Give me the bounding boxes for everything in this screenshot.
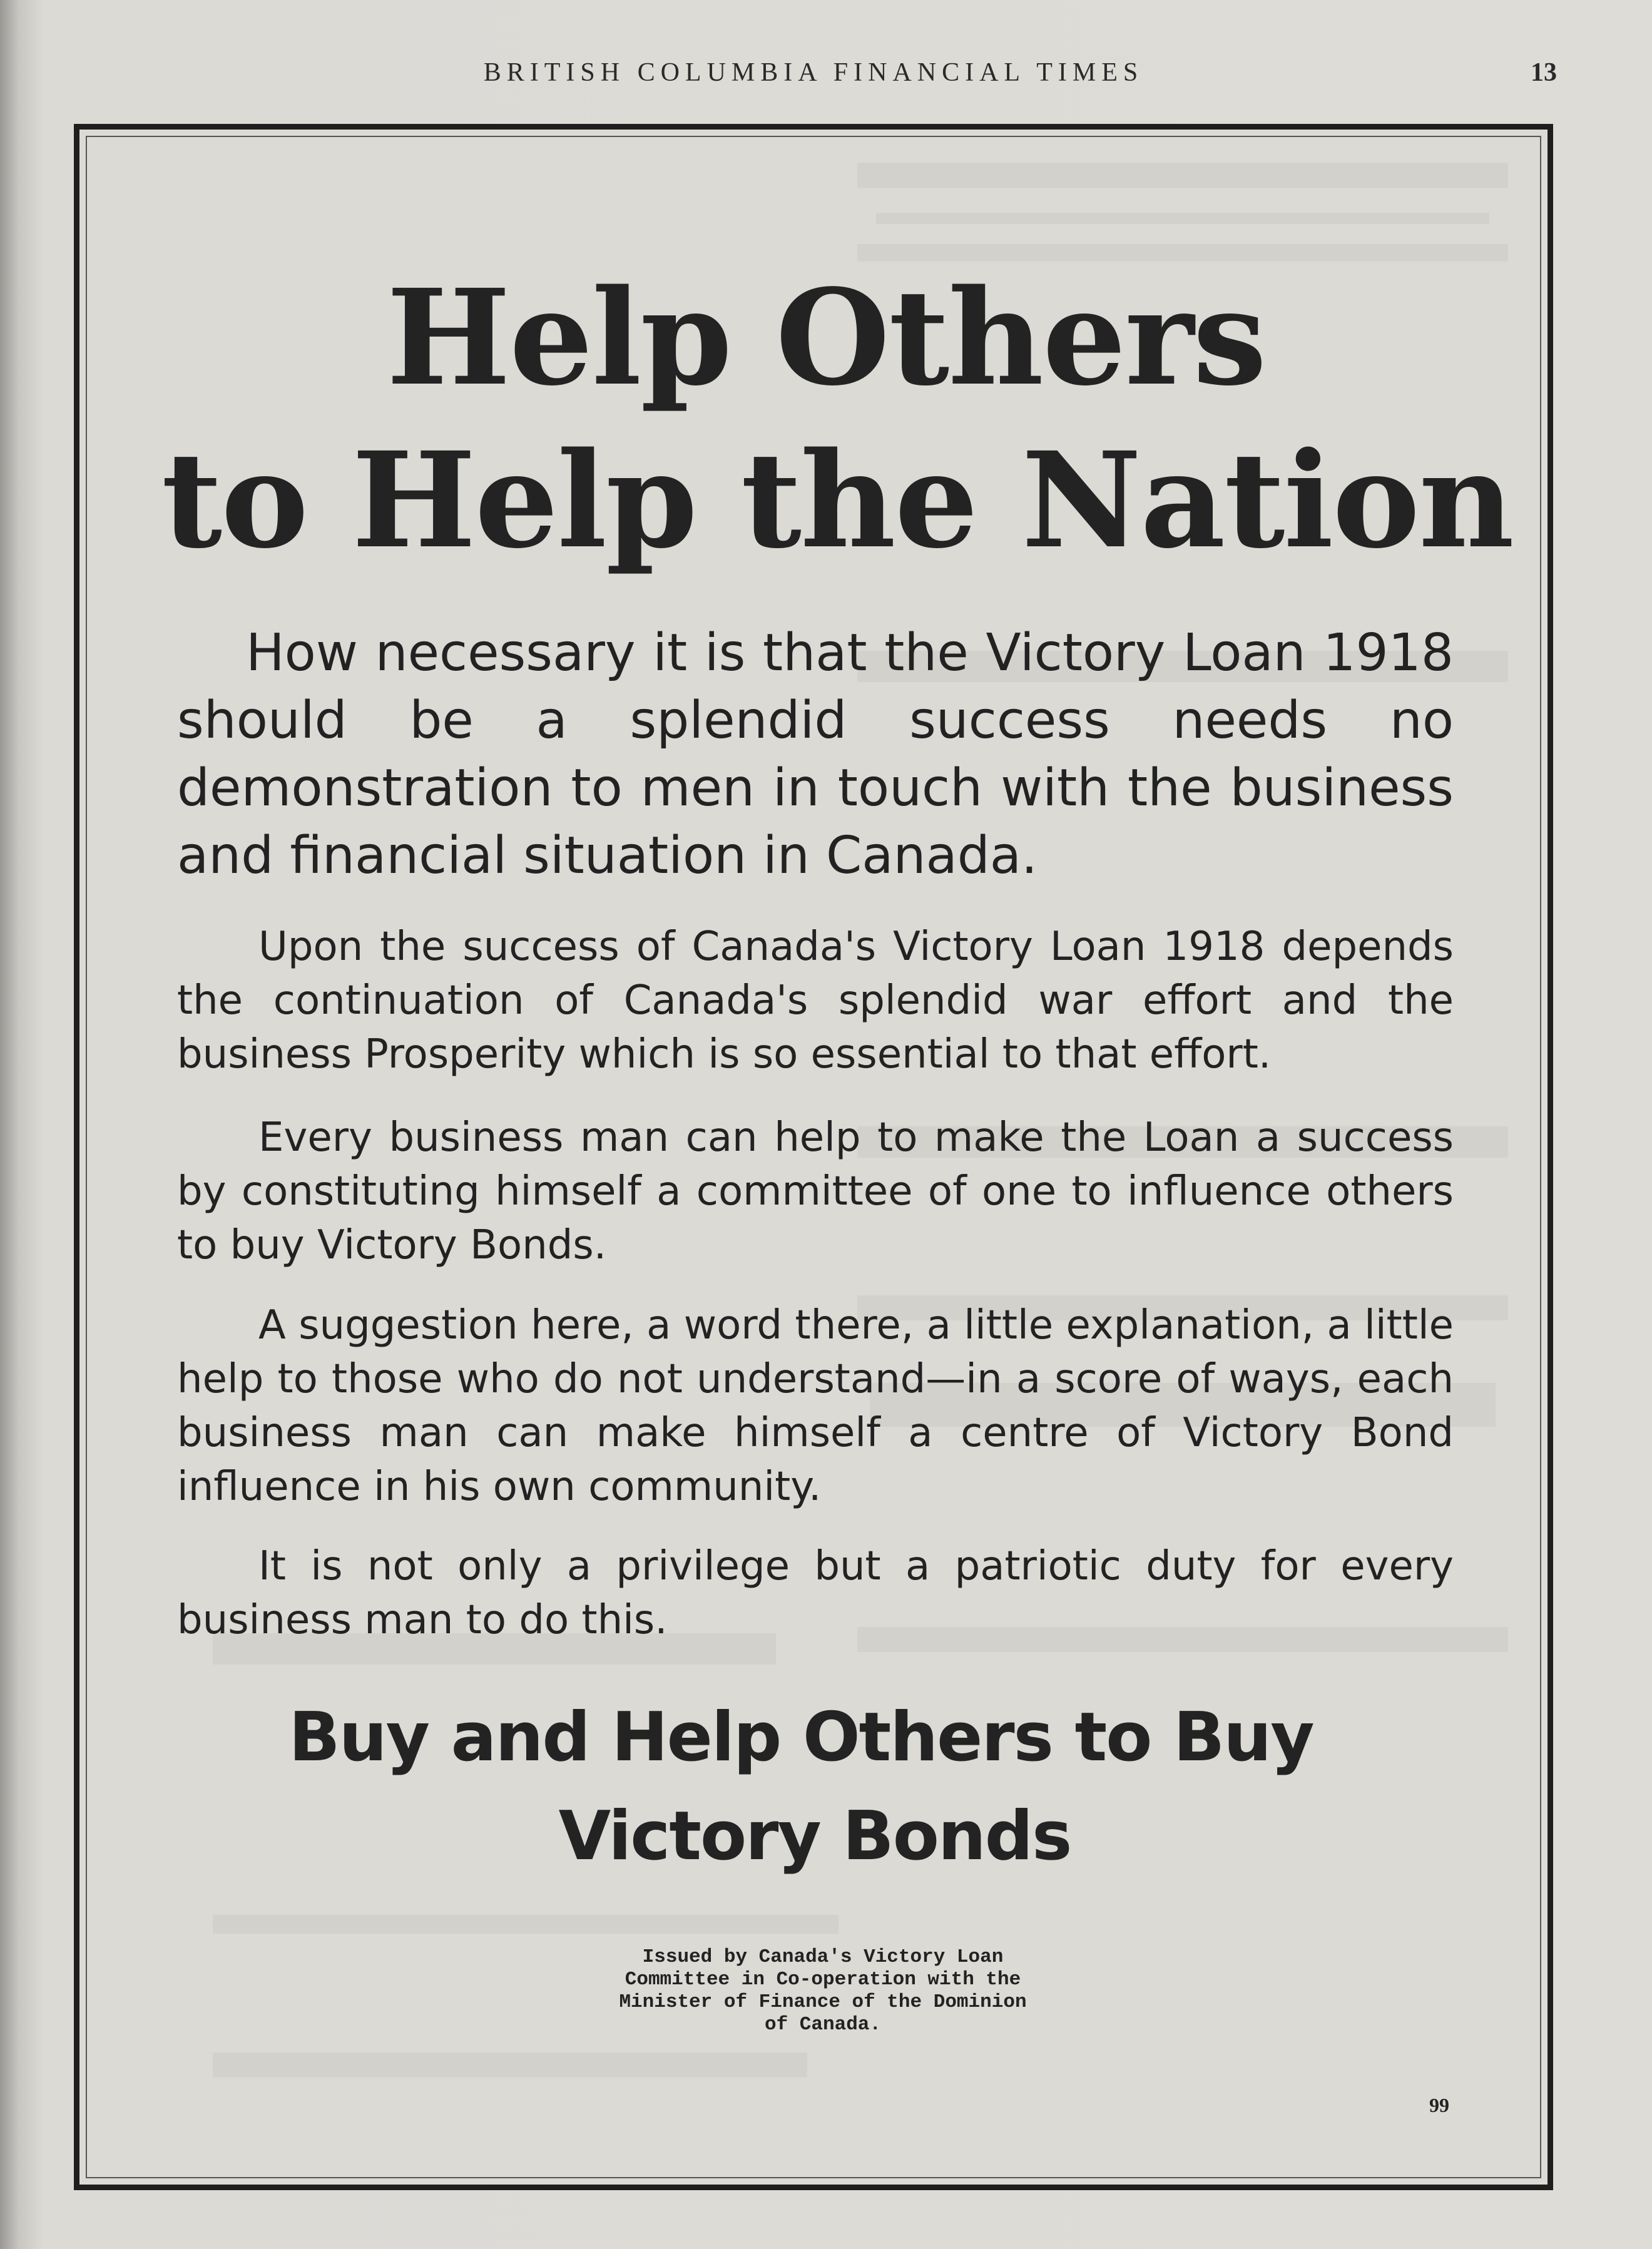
body-paragraph: Upon the success of Canada's Victory Loan 1918 depends the continuation of Canada's splendid war effort and the business Prosperity which is so essential to that effort.	[177, 924, 1454, 1078]
call-to-action-line-2: Victory Bonds	[558, 1797, 1071, 1875]
body-paragraph: A suggestion here, a word there, a little explanation, a little help to those who do not understand—in a score of ways, each business man can make himself a centre of Victory Bond influence in his own community.	[177, 1302, 1454, 1510]
journal-title: BRITISH COLUMBIA FINANCIAL TIMES	[483, 58, 1144, 87]
page-number: 13	[1531, 58, 1557, 87]
call-to-action-line-1: Buy and Help Others to Buy	[288, 1698, 1313, 1777]
body-paragraph: It is not only a privilege but a patriotic duty for every business man to do this.	[177, 1543, 1454, 1643]
running-head	[0, 58, 1652, 95]
body-paragraph: Every business man can help to make the Loan a success by constituting himself a committee of one to influence others to buy Victory Bonds.	[177, 1114, 1454, 1268]
folio-number: 99	[1429, 2094, 1449, 2116]
lead-paragraph: How necessary it is that the Victory Loan 1918 should be a splendid success needs no demonstration to men in touch with the business and financial situation in Canada.	[177, 623, 1454, 885]
issuer-credit: Issued by Canada's Victory Loan Committee in Co-operation with the Minister of Finance of the Dominion of Canada.	[619, 1946, 1027, 2036]
headline-line-2: to Help the Nation	[161, 423, 1513, 578]
headline-line-1: Help Others	[386, 260, 1266, 415]
